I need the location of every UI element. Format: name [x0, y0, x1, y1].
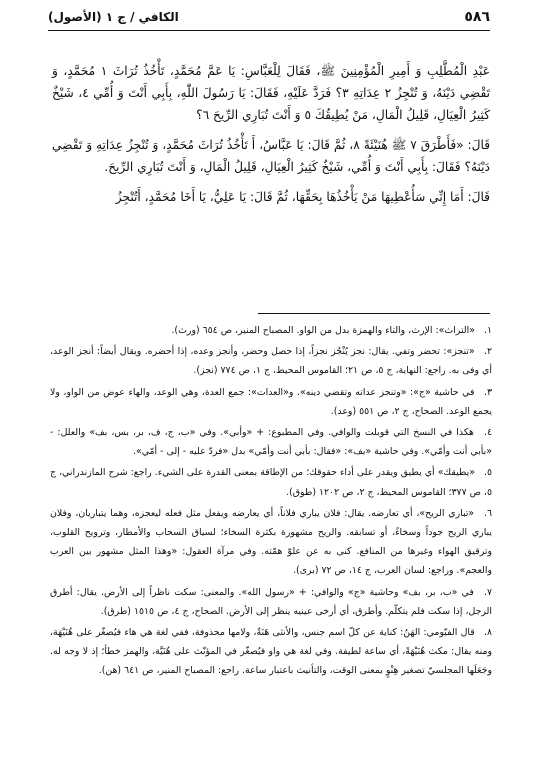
- footnote-text: في «ب، بر، بف» وحاشية «ج» والوافي: + «رسول الله». والمعنى: سكت ناظراً إلى الأرض. يقال: أطرق الرجل، إذا سكت فلم يتكلّم. وأطرق، أي أرخى عينيه ينظر إلى الأرض. الصحاح، ج ٤، ص ١٥١٥ (طرق).: [50, 586, 492, 617]
- footnote: [50, 342, 492, 380]
- footnote: [50, 583, 492, 621]
- footnote-text: «تنجز»: تحضر وتفي. يقال: نجز يُنْجُز نجزاً، إذا حصل وحضر، وأنجز وعده، إذا أحضره. ويقال أيضاً: أنجز الوعد، أي وفى به. راجع: النهاية، ج ٥، ص ٢١؛ القاموس المحيط، ج ١، ص ٧٧٤ (نجز).: [50, 346, 492, 377]
- footnote-text: هكذا في النسخ التي قوبلت والوافي. وفي المطبوع: + «وأبي». وفي «ب، ج، ف، بر، بس، بف» والعلل: - «بأبي أنت وأمّي». وفي حاشية «بف»: «فقال: بأبي أنت وأمّي» بدل «فردّ عليه - إلى - أمّي».: [50, 427, 492, 458]
- footnote-number: ٣.: [483, 386, 492, 398]
- footnote-text: قال الفيّومي: الهَنُ: كناية عن كلّ اسم جنس، والأنثى هَنَةٌ، ولامها محذوفة، ففي لغة هي هاء فيُصغّر على هُنَيْهَة، ومنه يقال: مكث هُنَيْهَةً، أي ساعة لطيفة. وفي لغة هي واو فيُصغّر في المؤنّث على هُنَيَّة، والهمز خطأ؛ إذ لا وجه له. وجَعَلَها المجلسيّ تصغير هِنْوٍ بمعنى الوقت، والتأنيث باعتبار ساعة. راجع: المصباح المنير، ص ٦٤١ (هن).: [50, 627, 492, 677]
- footnote: [50, 321, 492, 340]
- body-paragraph: قَالَ: أَمَا إِنِّي سَأُعْطِيهَا مَنْ يَأْخُذُهَا بِحَقِّهَا، ثُمَّ قَالَ: يَا عَلِيُّ، يَا أَخَا مُحَمَّدٍ، أَتُنْجِزُ: [115, 190, 490, 204]
- running-title: الكافي / ج ١ (الأصول): [48, 10, 179, 24]
- footnote: [50, 423, 492, 461]
- footnote: [50, 623, 492, 681]
- footnote-number: ٨.: [483, 627, 492, 639]
- footnote-text: في حاشية «ج»: «وتنجز عداته وتقضي دينه». و«العدات»: جمع العدة، وهي الوعد، والهاء عوض من الواو، ولا يجمع الوعد. الصحاح، ج ٢، ص ٥٥١ (وعد).: [50, 386, 492, 417]
- footnote: [50, 463, 492, 501]
- footnote-divider: [258, 313, 490, 314]
- main-text: [52, 60, 490, 216]
- page-number: ٥٨٦: [464, 9, 490, 25]
- header-divider: [48, 30, 490, 31]
- footnote-number: ١.: [483, 325, 492, 336]
- footnote-text: «يطيقك» أي يطيق ويقدر على أداء حقوقك؛ من الإطاقة بمعنى القدرة على الشيء. راجع: شرح المازندراني، ج ٥، ص ٣٧٧؛ القاموس المحيط، ج ٢، ص ١٢٠٢ (طوق).: [50, 467, 492, 498]
- footnote-number: ٧.: [483, 586, 492, 598]
- body-paragraph: عَبْدِ الْمُطَّلِبِ وَ أَمِيرِ الْمُؤْمِنِينَ ﷺ، فَقَالَ لِلْعَبَّاسِ: يَا عَمَّ مُحَمَّدٍ، تَأْخُذُ تُرَاثَ ١ مُحَمَّدٍ، وَ تَقْضِي دَيْنَهُ، وَ تُنْجِزُ ٢ عِدَاتِهِ ٣؟ فَرَدَّ عَلَيْهِ، فَقَالَ: يَا رَسُولَ اللّٰهِ، بِأَبِي أَنْتَ وَ أُمِّي ٤، شَيْخٌ كَثِيرُ الْعِيَالِ، قَلِيلُ الْمَالِ، مَنْ يُطِيقُكَ ٥ وَ أَنْتَ تُبَارِي الرِّيحَ ٦؟: [52, 64, 491, 122]
- footnote-number: ٤.: [483, 427, 492, 439]
- footnote: [50, 504, 492, 581]
- footnote-text: «التراث»: الإرث، والتاء والهمزة بدل من الواو. المصباح المنير، ص ٦٥٤ (ورث).: [171, 325, 476, 336]
- footnote-number: ٥.: [483, 467, 492, 479]
- footnote-text: «تباري الريح»، أي تعارضه. يقال: فلان يباري فلاناً، أي يعارضه ويفعل مثل فعله ليعجزه، وهما يتباريان، وفلان يباري الريح جوداً وسخاءً، أو تسابقه. والريح مشهورة بكثرة السخاء؛ لسياق السحاب والأمطار، وترويح القلوب، وترقيق الهواء وغيرها من المنافع. كنى به عن علوّ همّته. وفي مرآة العقول: «وهذا المثل مشهور بين العرب والعجم». وراجع: لسان العرب، ج ١٤، ص ٧٢ (برى).: [50, 507, 492, 577]
- footnote: [50, 383, 492, 421]
- body-paragraph: قَالَ: «فَأَطْرَقَ ٧ ﷺ هُنَيْئَةً ٨، ثُمَّ قَالَ: يَا عَبَّاسُ، أَ تَأْخُذُ تُرَاثَ مُحَمَّدٍ، وَ تُنْجِزُ عِدَاتِهِ وَ تَقْضِي دَيْنَهُ؟ فَقَالَ: بِأَبِي أَنْتَ وَ أُمِّي، شَيْخٌ كَثِيرُ الْعِيَالِ، قَلِيلُ الْمَالِ، وَ أَنْتَ تُبَارِي الرِّيحَ.: [52, 138, 491, 174]
- footnotes: [50, 321, 492, 683]
- page-header: [48, 6, 490, 28]
- footnote-number: ٦.: [483, 507, 493, 519]
- footnote-number: ٢.: [483, 346, 492, 358]
